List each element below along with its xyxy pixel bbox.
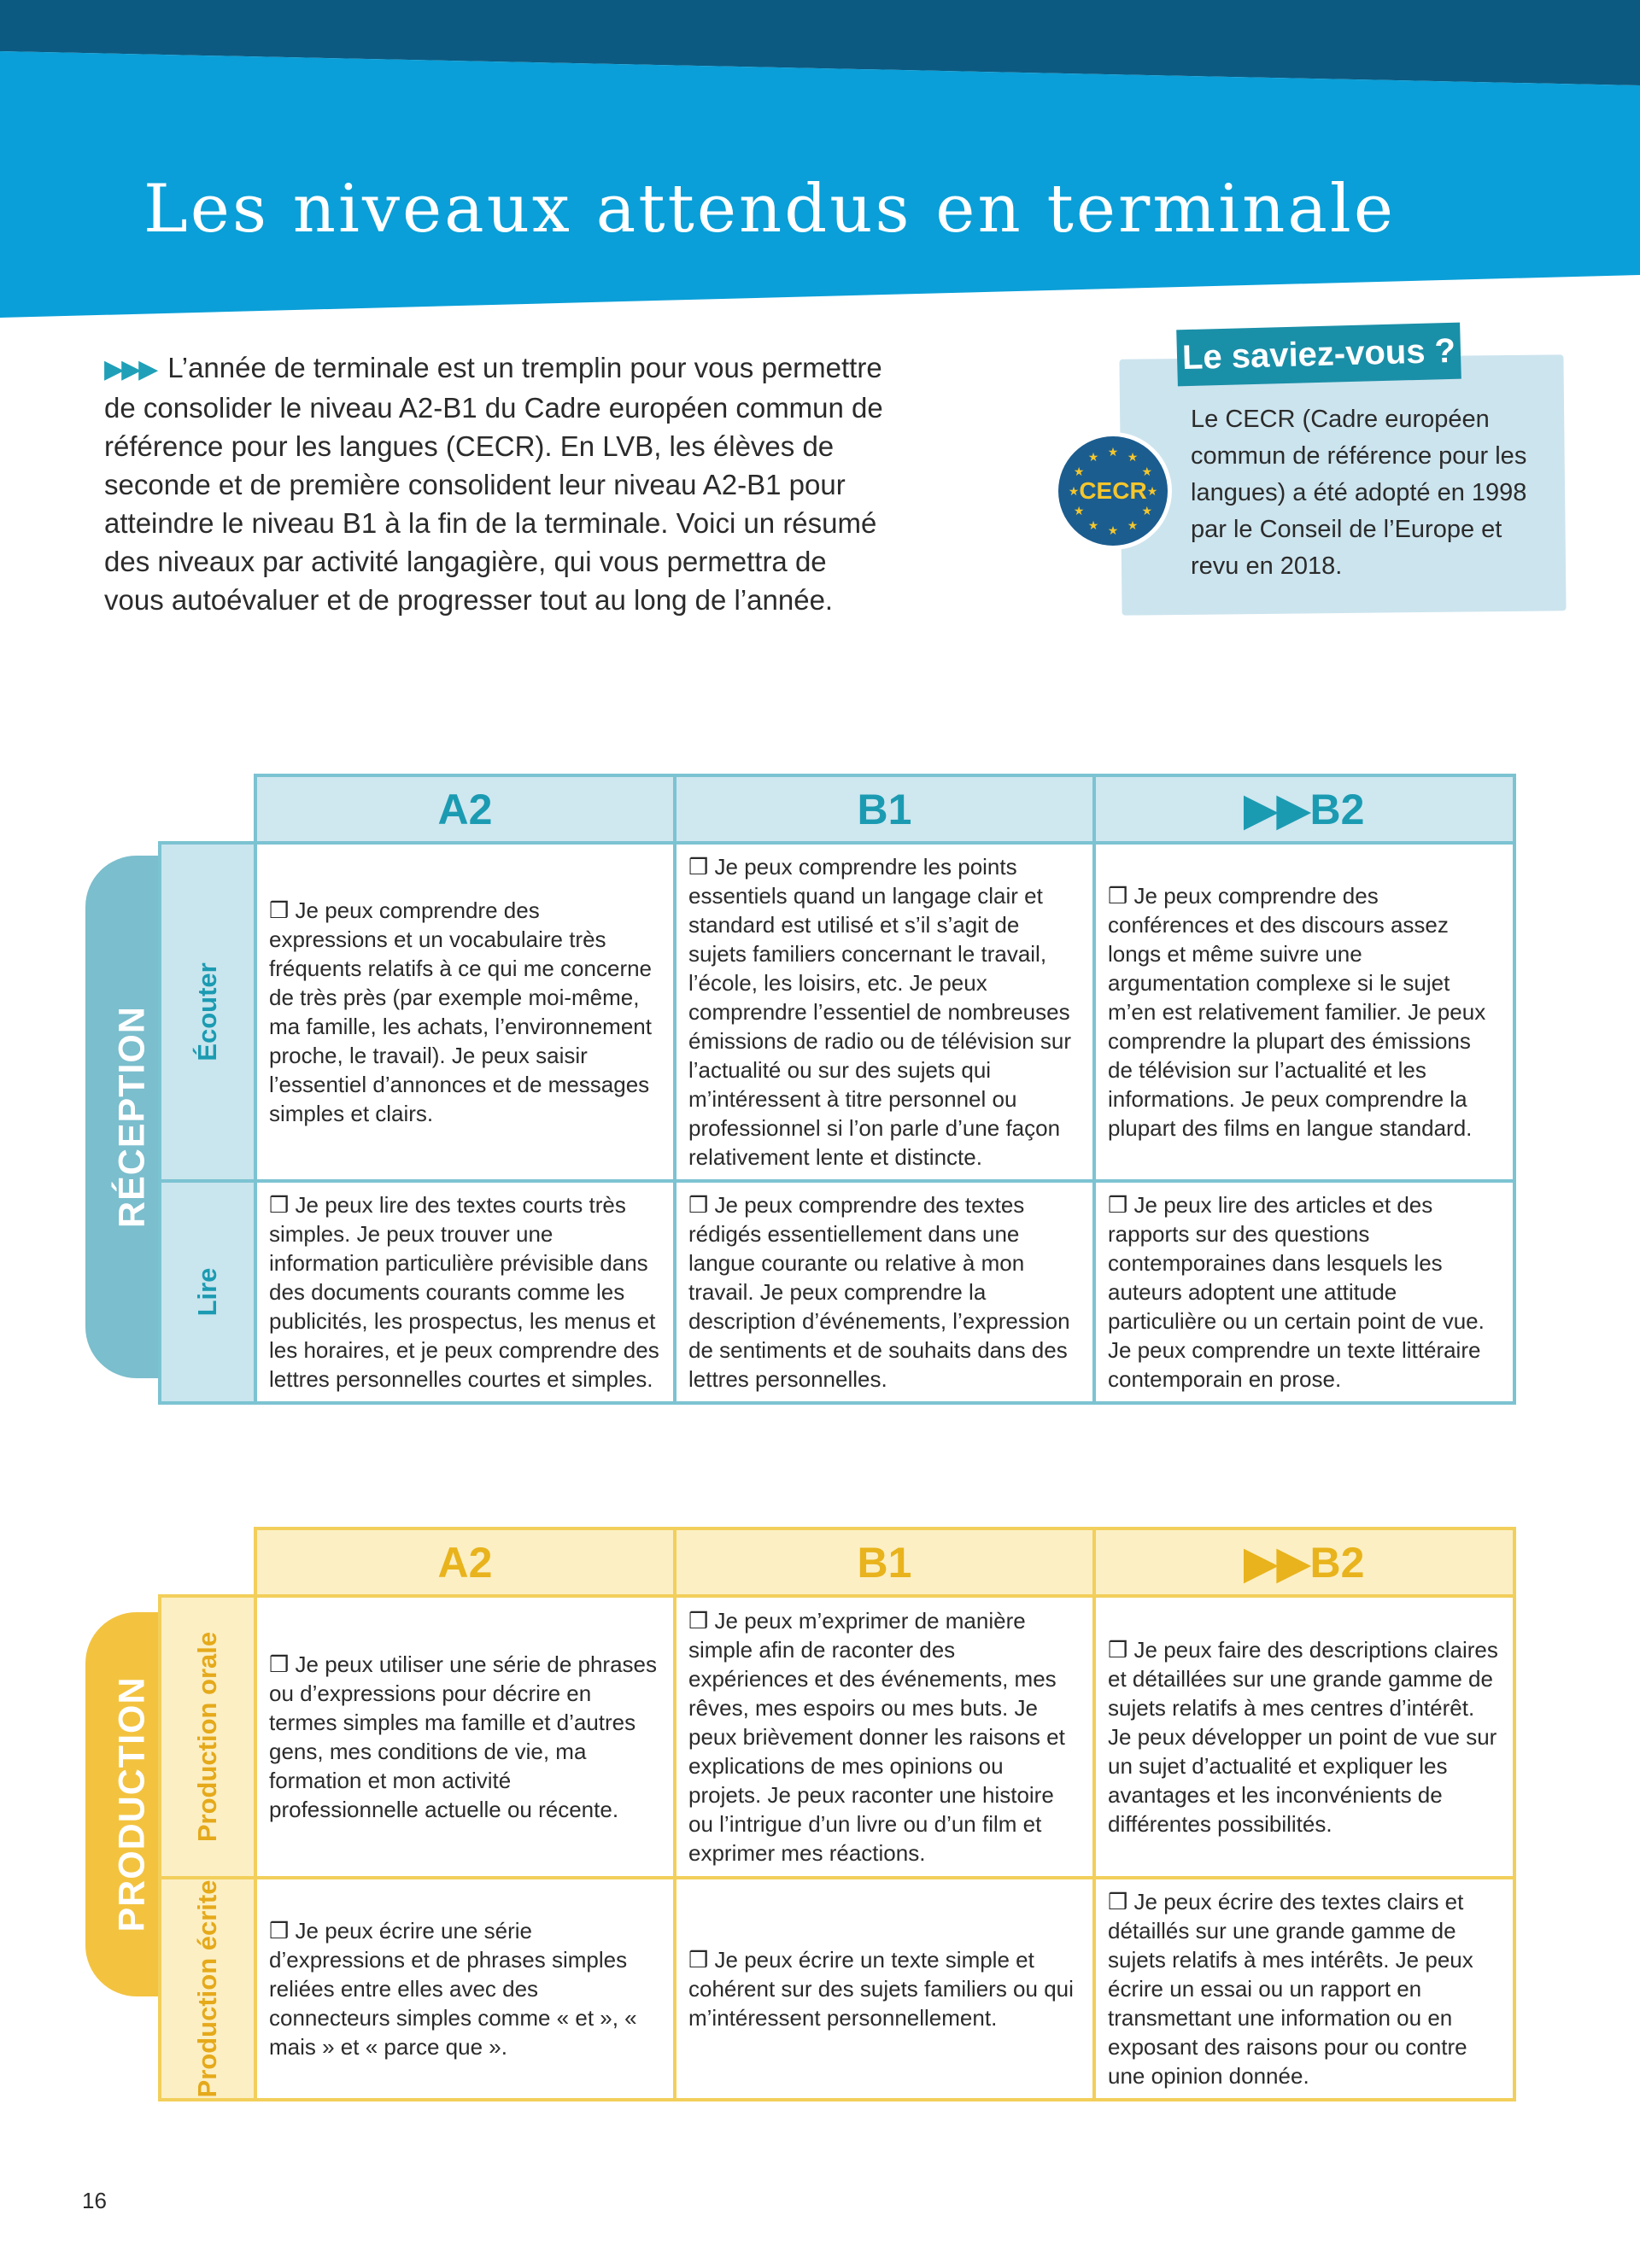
page-title: Les niveaux attendus en terminale xyxy=(144,171,1397,248)
triple-arrow-icon: ▶▶▶ xyxy=(104,355,156,383)
header-banner xyxy=(0,0,1640,324)
star-icon: ★ xyxy=(1141,505,1153,518)
table-corner xyxy=(160,775,255,843)
star-icon: ★ xyxy=(1127,518,1139,533)
row-label-production-orale: Production orale xyxy=(160,1596,255,1878)
star-icon: ★ xyxy=(1141,465,1153,479)
row-label-ecouter: Écouter xyxy=(160,843,255,1181)
table-row xyxy=(160,843,1514,1181)
star-icon: ★ xyxy=(1073,465,1085,479)
banner-shape xyxy=(0,0,1640,324)
reception-header-row xyxy=(160,775,1514,843)
star-icon: ★ xyxy=(1127,451,1139,465)
table-cell: ❒ Je peux comprendre des conférences et des discours assez longs et même suivre une argumentation complexe si le sujet m’en est relativement familier. Je peux comprendre la plupart des émissions de télévision sur l’actualité et les informations. Je peux comprendre la plupart des films en langue standard. xyxy=(1094,843,1514,1181)
page-number: 16 xyxy=(82,2188,107,2213)
star-icon: ★ xyxy=(1073,505,1085,518)
table-cell: ❒ Je peux utiliser une série de phrases ou d’expressions pour décrire en termes simples ma famille et d’autres gens, mes conditions de vie, ma formation et mon activité professionnelle actuelle ou récente. xyxy=(255,1596,675,1878)
table-cell: ❒ Je peux lire des articles et des rapports sur des questions contemporaines dans lesquels les auteurs adoptent une attitude particulière ou un certain point de vue. Je peux comprendre un texte littéraire contemporain en prose. xyxy=(1094,1181,1514,1403)
production-label: PRODUCTION xyxy=(111,1676,153,1932)
reception-header-a2: A2 xyxy=(255,775,675,843)
star-icon: ★ xyxy=(1068,485,1080,499)
table-row xyxy=(160,1181,1514,1403)
reception-label: RÉCEPTION xyxy=(111,1006,153,1228)
intro-text: L’année de terminale est un tremplin pour vous permettre de consolider le niveau A2-B1 du Cadre européen commun de référence pour les langues (CECR). En LVB, les élèves de seconde et de première consolident leur niveau A2-B1 pour atteindre le niveau B1 à la fin de la terminale. Voici un résumé des niveaux par activité langagière, qui vous permettra de vous autoévaluer et de progresser tout au long de l’année. xyxy=(104,352,883,616)
table-cell: ❒ Je peux comprendre des expressions et un vocabulaire très fréquents relatifs à ce qui me concerne de très près (par exemple moi-même, ma famille, les achats, l’environnement proche, le travail). Je peux saisir l’essentiel d’annonces et de messages simples et clairs. xyxy=(255,843,675,1181)
eu-stars-icon xyxy=(1052,430,1174,552)
table-cell: ❒ Je peux comprendre des textes rédigés essentiellement dans une langue courante ou relative à mon travail. Je peux comprendre la description d’événements, l’expression de sentiments et de souhaits dans des lettres personnelles. xyxy=(675,1181,1094,1403)
row-label-lire: Lire xyxy=(160,1181,255,1403)
reception-header-b1: B1 xyxy=(675,775,1094,843)
cecr-badge-text: CECR xyxy=(1079,477,1147,504)
table-row xyxy=(160,1596,1514,1878)
production-header-b1: B1 xyxy=(675,1529,1094,1596)
table-cell: ❒ Je peux lire des textes courts très simples. Je peux trouver une information particulière prévisible dans des documents courants comme les publicités, les prospectus, les menus et les horaires, et je peux comprendre des lettres personnelles courtes et simples. xyxy=(255,1181,675,1403)
star-icon: ★ xyxy=(1087,518,1099,533)
table-corner xyxy=(160,1529,255,1596)
table-cell: ❒ Je peux faire des descriptions claires et détaillées sur une grande gamme de sujets relatifs à mes centres d’intérêt. Je peux développer un point de vue sur un sujet d’actualité et expliquer les avantages et les inconvénients de différentes possibilités. xyxy=(1094,1596,1514,1878)
production-header-row xyxy=(160,1529,1514,1596)
production-header-b2: ▶▶B2 xyxy=(1094,1529,1514,1596)
production-table xyxy=(158,1527,1516,2101)
table-cell: ❒ Je peux écrire des textes clairs et détaillés sur une grande gamme de sujets relatifs à mes intérêts. Je peux écrire un essai ou un rapport en transmettant une information ou en exposant des raisons pour ou contre une opinion donnée. xyxy=(1094,1878,1514,2100)
table-cell: ❒ Je peux m’exprimer de manière simple afin de raconter des expériences et des événements, mes rêves, mes espoirs ou mes buts. Je peux brièvement donner les raisons et explications de mes opinions ou projets. Je peux raconter une histoire ou l’intrigue d’un livre ou d’un film et exprimer mes réactions. xyxy=(675,1596,1094,1878)
reception-table xyxy=(158,774,1516,1405)
tip-text: Le CECR (Cadre européen commun de référence pour les langues) a été adopté en 1998 par le Conseil de l’Europe et revu en 2018. xyxy=(1191,406,1527,580)
star-icon: ★ xyxy=(1087,451,1099,465)
intro-paragraph xyxy=(104,348,890,619)
production-header-a2: A2 xyxy=(255,1529,675,1596)
table-cell: ❒ Je peux écrire un texte simple et cohérent sur des sujets familiers ou qui m’intéressent personnellement. xyxy=(675,1878,1094,2100)
star-icon: ★ xyxy=(1107,446,1119,459)
table-cell: ❒ Je peux comprendre les points essentiels quand un langage clair et standard est utilisé et s’il s’agit de sujets familiers concernant le travail, l’école, les loisirs, etc. Je peux comprendre l’essentiel de nombreuses émissions de radio ou de télévision sur l’actualité ou sur des sujets qui m’intéressent à titre personnel ou professionnel si l’on parle d’une façon relativement lente et distincte. xyxy=(675,843,1094,1181)
star-icon: ★ xyxy=(1107,524,1119,538)
reception-header-b2: ▶▶B2 xyxy=(1094,775,1514,843)
table-cell: ❒ Je peux écrire une série d’expressions et de phrases simples reliées entre elles avec des connecteurs simples comme « et », « mais » et « parce que ». xyxy=(255,1878,675,2100)
tip-label: Le saviez-vous ? xyxy=(1176,323,1461,387)
row-label-production-ecrite: Production écrite xyxy=(160,1878,255,2100)
star-icon: ★ xyxy=(1146,485,1158,499)
cecr-badge xyxy=(1052,430,1174,552)
table-row xyxy=(160,1878,1514,2100)
